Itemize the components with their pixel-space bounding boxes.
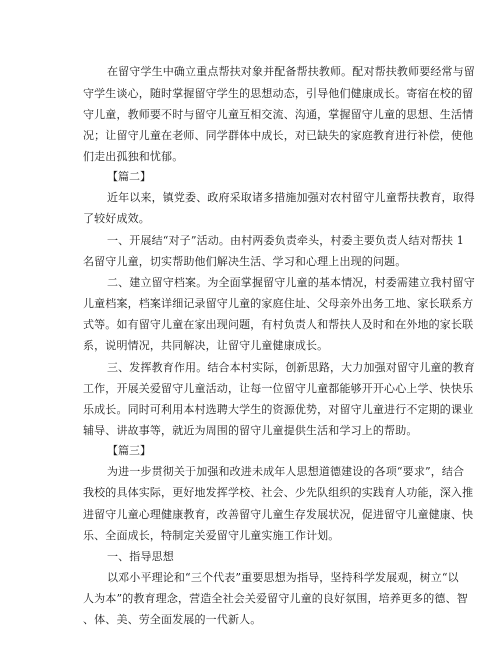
paragraph-line: 我校的具体实际，更好地发挥学校、社会、少先队组织的实践育人功能，深入推 — [83, 486, 474, 499]
paragraph-line: 三、发挥教育作用。结合本村实际，创新思路，大力加强对留守儿童的教育 — [107, 361, 475, 374]
paragraph-line: 一、指导思想 — [107, 550, 174, 563]
paragraph-line: 系，说明情况，共同解决，让留守儿童健康成长。 — [83, 339, 329, 352]
paragraph-line: 为进一步贯彻关于加强和改进未成年人思想道德建设的各项“要求”，结合 — [107, 465, 465, 478]
paragraph-line: 二、建立留守档案。为全面掌握留守儿童的基本情况，村委需建立我村留守 — [107, 276, 475, 289]
paragraph-line: 况；让留守儿童在老师、同学群体中成长，对已缺失的家庭教育进行补偿，使他 — [83, 129, 474, 142]
paragraph-line: 进留守儿童心理健康教育，改善留守儿童生存发展状况，促进留守儿童健康、快 — [83, 508, 474, 521]
paragraph-line: 乐成长。同时可利用本村选聘大学生的资源优势，对留守儿童进行不定期的课业 — [83, 403, 474, 416]
paragraph-line: 式等。如有留守儿童在家出现问题，有村负责人和帮扶人及时和在外地的家长联 — [83, 318, 474, 331]
paragraph-line: 工作，开展关爱留守儿童活动，让每一位留守儿童都能够开开心心上学、快快乐 — [83, 382, 474, 395]
paragraph-line: 守儿童，教师要不时与留守儿童互相交流、沟通，掌握留守儿童的思想、生活情 — [83, 108, 474, 121]
paragraph-line: 人为本”的教育理念，营造全社会关爱留守儿童的良好氛围，培养更多的德、智 — [83, 592, 468, 605]
section-heading: 【篇二】 — [107, 170, 151, 183]
paragraph-line: 乐、全面成长，特制定关爱留守儿童实施工作计划。 — [83, 529, 340, 542]
paragraph-line: 了较好成效。 — [83, 212, 150, 225]
paragraph-line: 辅导、讲故事等，就近为周围的留守儿童提供生活和学习上的帮助。 — [83, 424, 418, 437]
paragraph-line: 以邓小平理论和“三个代表”重要思想为指导，坚持科学发展观，树立“以 — [107, 571, 459, 584]
paragraph-line: 近年以来，镇党委、政府采取诸多措施加强对农村留守儿童帮扶教育，取得 — [107, 191, 475, 204]
paragraph-line: 一、开展结“对子”活动。由村两委负责牵头，村委主要负责人结对帮扶 1 — [107, 234, 464, 247]
paragraph-line: 儿童档案，档案详细记录留守儿童的家庭住址、父母亲外出务工地、家长联系方 — [83, 297, 474, 310]
paragraph-line: 守学生谈心，随时掌握留守学生的思想动态，引导他们健康成长。寄宿在校的留 — [83, 87, 474, 100]
paragraph-line: 名留守儿童，切实帮助他们解决生活、学习和心理上出现的问题。 — [83, 255, 407, 268]
paragraph-line: 们走出孤独和忧郁。 — [83, 150, 184, 163]
paragraph-line: 在留守学生中确立重点帮扶对象并配备帮扶教师。配对帮扶教师要经常与留 — [107, 65, 475, 78]
section-heading: 【篇三】 — [107, 444, 151, 457]
paragraph-line: 、体、美、劳全面发展的一代新人。 — [83, 613, 262, 626]
